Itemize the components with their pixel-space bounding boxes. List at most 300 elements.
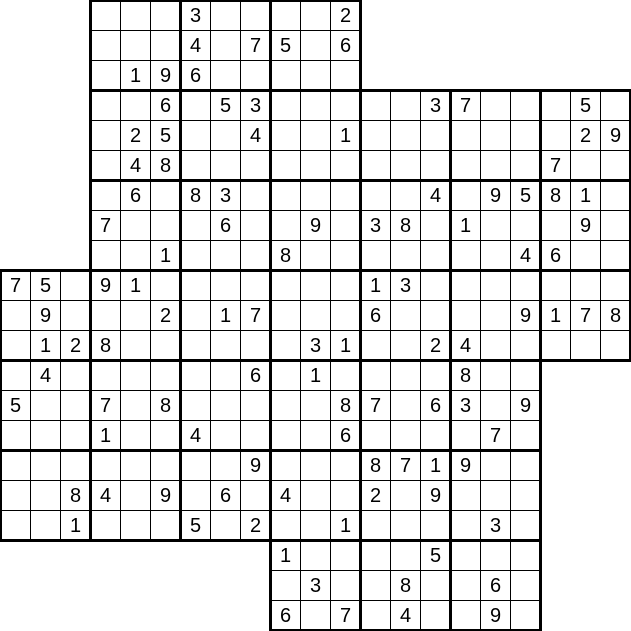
cell-r7-c18[interactable] xyxy=(540,210,571,241)
cell-r16-c9-given[interactable]: 4 xyxy=(270,480,301,511)
cell-r9-c13-given[interactable]: 3 xyxy=(390,270,421,301)
cell-r0-c7[interactable] xyxy=(210,0,241,31)
cell-r5-c9[interactable] xyxy=(270,150,301,181)
cell-r5-c8[interactable] xyxy=(240,150,271,181)
cell-r13-c13[interactable] xyxy=(390,390,421,421)
cell-r8-c12[interactable] xyxy=(360,240,391,271)
cell-r8-c5-given[interactable]: 1 xyxy=(150,240,181,271)
cell-r20-c11-given[interactable]: 7 xyxy=(330,600,361,631)
cell-r16-c16[interactable] xyxy=(480,480,511,511)
cell-r19-c16-given[interactable]: 6 xyxy=(480,570,511,601)
cell-r3-c10[interactable] xyxy=(300,90,331,121)
cell-r8-c14[interactable] xyxy=(420,240,451,271)
cell-r17-c3[interactable] xyxy=(90,510,121,541)
cell-r12-c1-given[interactable]: 4 xyxy=(30,360,61,391)
cell-r14-c15[interactable] xyxy=(450,420,481,451)
cell-r11-c5[interactable] xyxy=(150,330,181,361)
cell-r16-c2-given[interactable]: 8 xyxy=(60,480,91,511)
cell-r15-c5[interactable] xyxy=(150,450,181,481)
cell-r2-c4-given[interactable]: 1 xyxy=(120,60,151,91)
cell-r14-c1[interactable] xyxy=(30,420,61,451)
cell-r7-c3-given[interactable]: 7 xyxy=(90,210,121,241)
cell-r3-c20[interactable] xyxy=(600,90,631,121)
cell-r4-c7[interactable] xyxy=(210,120,241,151)
cell-r6-c5[interactable] xyxy=(150,180,181,211)
cell-r3-c7-given[interactable]: 5 xyxy=(210,90,241,121)
cell-r15-c9[interactable] xyxy=(270,450,301,481)
cell-r7-c6[interactable] xyxy=(180,210,211,241)
cell-r16-c7-given[interactable]: 6 xyxy=(210,480,241,511)
cell-r5-c7[interactable] xyxy=(210,150,241,181)
cell-r8-c19[interactable] xyxy=(570,240,601,271)
cell-r17-c17[interactable] xyxy=(510,510,541,541)
cell-r12-c13[interactable] xyxy=(390,360,421,391)
cell-r12-c6[interactable] xyxy=(180,360,211,391)
cell-r7-c11[interactable] xyxy=(330,210,361,241)
cell-r5-c13[interactable] xyxy=(390,150,421,181)
cell-r11-c0[interactable] xyxy=(0,330,31,361)
cell-r10-c15[interactable] xyxy=(450,300,481,331)
cell-r12-c0[interactable] xyxy=(0,360,31,391)
cell-r6-c9[interactable] xyxy=(270,180,301,211)
cell-r14-c10[interactable] xyxy=(300,420,331,451)
cell-r5-c16[interactable] xyxy=(480,150,511,181)
cell-r12-c8-given[interactable]: 6 xyxy=(240,360,271,391)
cell-r5-c12[interactable] xyxy=(360,150,391,181)
cell-r3-c3[interactable] xyxy=(90,90,121,121)
cell-r13-c17-given[interactable]: 9 xyxy=(510,390,541,421)
cell-r4-c17[interactable] xyxy=(510,120,541,151)
cell-r14-c3-given[interactable]: 1 xyxy=(90,420,121,451)
cell-r17-c8-given[interactable]: 2 xyxy=(240,510,271,541)
cell-r2-c8[interactable] xyxy=(240,60,271,91)
cell-r5-c6[interactable] xyxy=(180,150,211,181)
cell-r7-c7-given[interactable]: 6 xyxy=(210,210,241,241)
cell-r4-c16[interactable] xyxy=(480,120,511,151)
cell-r16-c6[interactable] xyxy=(180,480,211,511)
cell-r6-c19-given[interactable]: 1 xyxy=(570,180,601,211)
cell-r18-c11[interactable] xyxy=(330,540,361,571)
cell-r12-c2[interactable] xyxy=(60,360,91,391)
cell-r19-c15[interactable] xyxy=(450,570,481,601)
cell-r4-c11-given[interactable]: 1 xyxy=(330,120,361,151)
cell-r4-c9[interactable] xyxy=(270,120,301,151)
cell-r19-c9[interactable] xyxy=(270,570,301,601)
cell-r14-c9[interactable] xyxy=(270,420,301,451)
cell-r11-c8[interactable] xyxy=(240,330,271,361)
cell-r8-c17-given[interactable]: 4 xyxy=(510,240,541,271)
cell-r17-c7[interactable] xyxy=(210,510,241,541)
cell-r8-c7[interactable] xyxy=(210,240,241,271)
cell-r10-c0[interactable] xyxy=(0,300,31,331)
cell-r13-c11-given[interactable]: 8 xyxy=(330,390,361,421)
cell-r5-c20[interactable] xyxy=(600,150,631,181)
cell-r8-c4[interactable] xyxy=(120,240,151,271)
cell-r20-c12[interactable] xyxy=(360,600,391,631)
cell-r20-c10[interactable] xyxy=(300,600,331,631)
cell-r13-c0-given[interactable]: 5 xyxy=(0,390,31,421)
cell-r9-c2[interactable] xyxy=(60,270,91,301)
cell-r9-c6[interactable] xyxy=(180,270,211,301)
cell-r10-c11[interactable] xyxy=(330,300,361,331)
cell-r6-c16-given[interactable]: 9 xyxy=(480,180,511,211)
cell-r13-c7[interactable] xyxy=(210,390,241,421)
cell-r6-c11[interactable] xyxy=(330,180,361,211)
cell-r12-c14[interactable] xyxy=(420,360,451,391)
cell-r7-c13-given[interactable]: 8 xyxy=(390,210,421,241)
cell-r7-c19-given[interactable]: 9 xyxy=(570,210,601,241)
cell-r9-c20[interactable] xyxy=(600,270,631,301)
cell-r5-c14[interactable] xyxy=(420,150,451,181)
cell-r18-c17[interactable] xyxy=(510,540,541,571)
cell-r14-c13[interactable] xyxy=(390,420,421,451)
cell-r11-c2-given[interactable]: 2 xyxy=(60,330,91,361)
cell-r14-c11-given[interactable]: 6 xyxy=(330,420,361,451)
cell-r14-c14[interactable] xyxy=(420,420,451,451)
cell-r11-c13[interactable] xyxy=(390,330,421,361)
cell-r18-c14-given[interactable]: 5 xyxy=(420,540,451,571)
cell-r10-c9[interactable] xyxy=(270,300,301,331)
cell-r4-c4-given[interactable]: 2 xyxy=(120,120,151,151)
cell-r9-c16[interactable] xyxy=(480,270,511,301)
cell-r9-c8[interactable] xyxy=(240,270,271,301)
cell-r9-c3-given[interactable]: 9 xyxy=(90,270,121,301)
cell-r15-c10[interactable] xyxy=(300,450,331,481)
cell-r0-c11-given[interactable]: 2 xyxy=(330,0,361,31)
cell-r9-c4-given[interactable]: 1 xyxy=(120,270,151,301)
cell-r5-c3[interactable] xyxy=(90,150,121,181)
cell-r10-c12-given[interactable]: 6 xyxy=(360,300,391,331)
cell-r15-c1[interactable] xyxy=(30,450,61,481)
cell-r11-c15-given[interactable]: 4 xyxy=(450,330,481,361)
cell-r5-c11[interactable] xyxy=(330,150,361,181)
cell-r13-c9[interactable] xyxy=(270,390,301,421)
cell-r3-c12[interactable] xyxy=(360,90,391,121)
cell-r7-c20[interactable] xyxy=(600,210,631,241)
cell-r10-c16[interactable] xyxy=(480,300,511,331)
cell-r5-c10[interactable] xyxy=(300,150,331,181)
cell-r8-c9-given[interactable]: 8 xyxy=(270,240,301,271)
cell-r14-c4[interactable] xyxy=(120,420,151,451)
cell-r2-c11[interactable] xyxy=(330,60,361,91)
cell-r11-c17[interactable] xyxy=(510,330,541,361)
cell-r5-c17[interactable] xyxy=(510,150,541,181)
cell-r0-c9[interactable] xyxy=(270,0,301,31)
cell-r7-c4[interactable] xyxy=(120,210,151,241)
cell-r10-c20-given[interactable]: 8 xyxy=(600,300,631,331)
cell-r20-c17[interactable] xyxy=(510,600,541,631)
cell-r4-c19-given[interactable]: 2 xyxy=(570,120,601,151)
cell-r19-c10-given[interactable]: 3 xyxy=(300,570,331,601)
cell-r6-c10[interactable] xyxy=(300,180,331,211)
cell-r12-c10-given[interactable]: 1 xyxy=(300,360,331,391)
cell-r4-c3[interactable] xyxy=(90,120,121,151)
cell-r3-c6[interactable] xyxy=(180,90,211,121)
cell-r10-c19-given[interactable]: 7 xyxy=(570,300,601,331)
cell-r13-c14-given[interactable]: 6 xyxy=(420,390,451,421)
cell-r0-c8[interactable] xyxy=(240,0,271,31)
cell-r5-c5-given[interactable]: 8 xyxy=(150,150,181,181)
cell-r11-c9[interactable] xyxy=(270,330,301,361)
cell-r17-c2-given[interactable]: 1 xyxy=(60,510,91,541)
cell-r16-c1[interactable] xyxy=(30,480,61,511)
cell-r0-c4[interactable] xyxy=(120,0,151,31)
cell-r15-c17[interactable] xyxy=(510,450,541,481)
cell-r3-c4[interactable] xyxy=(120,90,151,121)
cell-r18-c13[interactable] xyxy=(390,540,421,571)
cell-r10-c17-given[interactable]: 9 xyxy=(510,300,541,331)
cell-r19-c11[interactable] xyxy=(330,570,361,601)
cell-r2-c5-given[interactable]: 9 xyxy=(150,60,181,91)
cell-r20-c13-given[interactable]: 4 xyxy=(390,600,421,631)
cell-r3-c15-given[interactable]: 7 xyxy=(450,90,481,121)
cell-r7-c17[interactable] xyxy=(510,210,541,241)
cell-r1-c3[interactable] xyxy=(90,30,121,61)
cell-r20-c16-given[interactable]: 9 xyxy=(480,600,511,631)
cell-r15-c14-given[interactable]: 1 xyxy=(420,450,451,481)
cell-r7-c5[interactable] xyxy=(150,210,181,241)
cell-r17-c12[interactable] xyxy=(360,510,391,541)
cell-r1-c6-given[interactable]: 4 xyxy=(180,30,211,61)
cell-r10-c18-given[interactable]: 1 xyxy=(540,300,571,331)
cell-r17-c10[interactable] xyxy=(300,510,331,541)
cell-r1-c7[interactable] xyxy=(210,30,241,61)
cell-r14-c7[interactable] xyxy=(210,420,241,451)
cell-r11-c4[interactable] xyxy=(120,330,151,361)
cell-r3-c9[interactable] xyxy=(270,90,301,121)
cell-r17-c15[interactable] xyxy=(450,510,481,541)
cell-r17-c14[interactable] xyxy=(420,510,451,541)
cell-r9-c1-given[interactable]: 5 xyxy=(30,270,61,301)
cell-r1-c4[interactable] xyxy=(120,30,151,61)
cell-r13-c1[interactable] xyxy=(30,390,61,421)
cell-r2-c7[interactable] xyxy=(210,60,241,91)
cell-r4-c20-given[interactable]: 9 xyxy=(600,120,631,151)
cell-r16-c14-given[interactable]: 9 xyxy=(420,480,451,511)
cell-r5-c18-given[interactable]: 7 xyxy=(540,150,571,181)
cell-r5-c19[interactable] xyxy=(570,150,601,181)
cell-r14-c6-given[interactable]: 4 xyxy=(180,420,211,451)
cell-r12-c4[interactable] xyxy=(120,360,151,391)
cell-r13-c15-given[interactable]: 3 xyxy=(450,390,481,421)
cell-r6-c20[interactable] xyxy=(600,180,631,211)
cell-r6-c8[interactable] xyxy=(240,180,271,211)
cell-r3-c13[interactable] xyxy=(390,90,421,121)
cell-r12-c16[interactable] xyxy=(480,360,511,391)
cell-r4-c13[interactable] xyxy=(390,120,421,151)
cell-r20-c14[interactable] xyxy=(420,600,451,631)
cell-r9-c18[interactable] xyxy=(540,270,571,301)
cell-r10-c14[interactable] xyxy=(420,300,451,331)
cell-r14-c16-given[interactable]: 7 xyxy=(480,420,511,451)
cell-r17-c9[interactable] xyxy=(270,510,301,541)
cell-r11-c3-given[interactable]: 8 xyxy=(90,330,121,361)
cell-r6-c18-given[interactable]: 8 xyxy=(540,180,571,211)
cell-r10-c1-given[interactable]: 9 xyxy=(30,300,61,331)
cell-r17-c0[interactable] xyxy=(0,510,31,541)
cell-r10-c7-given[interactable]: 1 xyxy=(210,300,241,331)
cell-r9-c19[interactable] xyxy=(570,270,601,301)
cell-r11-c20[interactable] xyxy=(600,330,631,361)
cell-r19-c13-given[interactable]: 8 xyxy=(390,570,421,601)
cell-r11-c6[interactable] xyxy=(180,330,211,361)
cell-r18-c9-given[interactable]: 1 xyxy=(270,540,301,571)
cell-r10-c8-given[interactable]: 7 xyxy=(240,300,271,331)
cell-r15-c13-given[interactable]: 7 xyxy=(390,450,421,481)
cell-r13-c10[interactable] xyxy=(300,390,331,421)
cell-r17-c11-given[interactable]: 1 xyxy=(330,510,361,541)
cell-r17-c5[interactable] xyxy=(150,510,181,541)
cell-r7-c15-given[interactable]: 1 xyxy=(450,210,481,241)
cell-r15-c8-given[interactable]: 9 xyxy=(240,450,271,481)
cell-r7-c9[interactable] xyxy=(270,210,301,241)
cell-r9-c9[interactable] xyxy=(270,270,301,301)
cell-r16-c4[interactable] xyxy=(120,480,151,511)
cell-r10-c13[interactable] xyxy=(390,300,421,331)
cell-r3-c11[interactable] xyxy=(330,90,361,121)
cell-r7-c10-given[interactable]: 9 xyxy=(300,210,331,241)
cell-r6-c13[interactable] xyxy=(390,180,421,211)
cell-r13-c4[interactable] xyxy=(120,390,151,421)
cell-r16-c11[interactable] xyxy=(330,480,361,511)
cell-r14-c12[interactable] xyxy=(360,420,391,451)
cell-r7-c14[interactable] xyxy=(420,210,451,241)
cell-r6-c4-given[interactable]: 6 xyxy=(120,180,151,211)
cell-r9-c5[interactable] xyxy=(150,270,181,301)
cell-r3-c8-given[interactable]: 3 xyxy=(240,90,271,121)
cell-r15-c11[interactable] xyxy=(330,450,361,481)
cell-r3-c17[interactable] xyxy=(510,90,541,121)
cell-r12-c9[interactable] xyxy=(270,360,301,391)
cell-r16-c10[interactable] xyxy=(300,480,331,511)
cell-r8-c16[interactable] xyxy=(480,240,511,271)
cell-r6-c14-given[interactable]: 4 xyxy=(420,180,451,211)
cell-r14-c8[interactable] xyxy=(240,420,271,451)
cell-r3-c19-given[interactable]: 5 xyxy=(570,90,601,121)
cell-r12-c5[interactable] xyxy=(150,360,181,391)
cell-r14-c0[interactable] xyxy=(0,420,31,451)
cell-r4-c5-given[interactable]: 5 xyxy=(150,120,181,151)
cell-r3-c16[interactable] xyxy=(480,90,511,121)
cell-r3-c18[interactable] xyxy=(540,90,571,121)
cell-r13-c16[interactable] xyxy=(480,390,511,421)
cell-r17-c1[interactable] xyxy=(30,510,61,541)
cell-r19-c12[interactable] xyxy=(360,570,391,601)
cell-r1-c5[interactable] xyxy=(150,30,181,61)
cell-r6-c12[interactable] xyxy=(360,180,391,211)
cell-r2-c10[interactable] xyxy=(300,60,331,91)
cell-r16-c12-given[interactable]: 2 xyxy=(360,480,391,511)
cell-r19-c14[interactable] xyxy=(420,570,451,601)
cell-r8-c15[interactable] xyxy=(450,240,481,271)
cell-r12-c17[interactable] xyxy=(510,360,541,391)
cell-r16-c15[interactable] xyxy=(450,480,481,511)
cell-r13-c2[interactable] xyxy=(60,390,91,421)
cell-r11-c12[interactable] xyxy=(360,330,391,361)
cell-r1-c10[interactable] xyxy=(300,30,331,61)
cell-r15-c4[interactable] xyxy=(120,450,151,481)
cell-r14-c2[interactable] xyxy=(60,420,91,451)
cell-r9-c14[interactable] xyxy=(420,270,451,301)
cell-r6-c7-given[interactable]: 3 xyxy=(210,180,241,211)
cell-r10-c10[interactable] xyxy=(300,300,331,331)
cell-r4-c18[interactable] xyxy=(540,120,571,151)
cell-r15-c6[interactable] xyxy=(180,450,211,481)
cell-r9-c12-given[interactable]: 1 xyxy=(360,270,391,301)
cell-r13-c6[interactable] xyxy=(180,390,211,421)
cell-r10-c5-given[interactable]: 2 xyxy=(150,300,181,331)
cell-r0-c5[interactable] xyxy=(150,0,181,31)
cell-r4-c10[interactable] xyxy=(300,120,331,151)
cell-r8-c3[interactable] xyxy=(90,240,121,271)
cell-r7-c12-given[interactable]: 3 xyxy=(360,210,391,241)
cell-r13-c5-given[interactable]: 8 xyxy=(150,390,181,421)
cell-r8-c13[interactable] xyxy=(390,240,421,271)
cell-r15-c15-given[interactable]: 9 xyxy=(450,450,481,481)
cell-r10-c2[interactable] xyxy=(60,300,91,331)
cell-r7-c16[interactable] xyxy=(480,210,511,241)
cell-r20-c15[interactable] xyxy=(450,600,481,631)
cell-r0-c3[interactable] xyxy=(90,0,121,31)
cell-r0-c10[interactable] xyxy=(300,0,331,31)
cell-r11-c18[interactable] xyxy=(540,330,571,361)
cell-r8-c6[interactable] xyxy=(180,240,211,271)
cell-r9-c10[interactable] xyxy=(300,270,331,301)
cell-r4-c8-given[interactable]: 4 xyxy=(240,120,271,151)
cell-r12-c15-given[interactable]: 8 xyxy=(450,360,481,391)
cell-r3-c14-given[interactable]: 3 xyxy=(420,90,451,121)
cell-r5-c15[interactable] xyxy=(450,150,481,181)
cell-r14-c17[interactable] xyxy=(510,420,541,451)
cell-r6-c17-given[interactable]: 5 xyxy=(510,180,541,211)
cell-r13-c3-given[interactable]: 7 xyxy=(90,390,121,421)
cell-r3-c5-given[interactable]: 6 xyxy=(150,90,181,121)
cell-r16-c3-given[interactable]: 4 xyxy=(90,480,121,511)
cell-r10-c6[interactable] xyxy=(180,300,211,331)
cell-r12-c11[interactable] xyxy=(330,360,361,391)
cell-r9-c11[interactable] xyxy=(330,270,361,301)
cell-r4-c14[interactable] xyxy=(420,120,451,151)
cell-r7-c8[interactable] xyxy=(240,210,271,241)
cell-r11-c10-given[interactable]: 3 xyxy=(300,330,331,361)
cell-r11-c19[interactable] xyxy=(570,330,601,361)
cell-r11-c14-given[interactable]: 2 xyxy=(420,330,451,361)
cell-r19-c17[interactable] xyxy=(510,570,541,601)
cell-r18-c16[interactable] xyxy=(480,540,511,571)
cell-r13-c12-given[interactable]: 7 xyxy=(360,390,391,421)
cell-r4-c6[interactable] xyxy=(180,120,211,151)
cell-r15-c0[interactable] xyxy=(0,450,31,481)
cell-r17-c4[interactable] xyxy=(120,510,151,541)
cell-r9-c17[interactable] xyxy=(510,270,541,301)
cell-r12-c12[interactable] xyxy=(360,360,391,391)
cell-r13-c8[interactable] xyxy=(240,390,271,421)
cell-r2-c9[interactable] xyxy=(270,60,301,91)
cell-r17-c13[interactable] xyxy=(390,510,421,541)
cell-r6-c3[interactable] xyxy=(90,180,121,211)
cell-r1-c11-given[interactable]: 6 xyxy=(330,30,361,61)
cell-r11-c11-given[interactable]: 1 xyxy=(330,330,361,361)
cell-r2-c6-given[interactable]: 6 xyxy=(180,60,211,91)
cell-r8-c11[interactable] xyxy=(330,240,361,271)
cell-r15-c12-given[interactable]: 8 xyxy=(360,450,391,481)
cell-r8-c20[interactable] xyxy=(600,240,631,271)
cell-r8-c10[interactable] xyxy=(300,240,331,271)
cell-r6-c15[interactable] xyxy=(450,180,481,211)
cell-r8-c18-given[interactable]: 6 xyxy=(540,240,571,271)
cell-r11-c16[interactable] xyxy=(480,330,511,361)
cell-r20-c9-given[interactable]: 6 xyxy=(270,600,301,631)
